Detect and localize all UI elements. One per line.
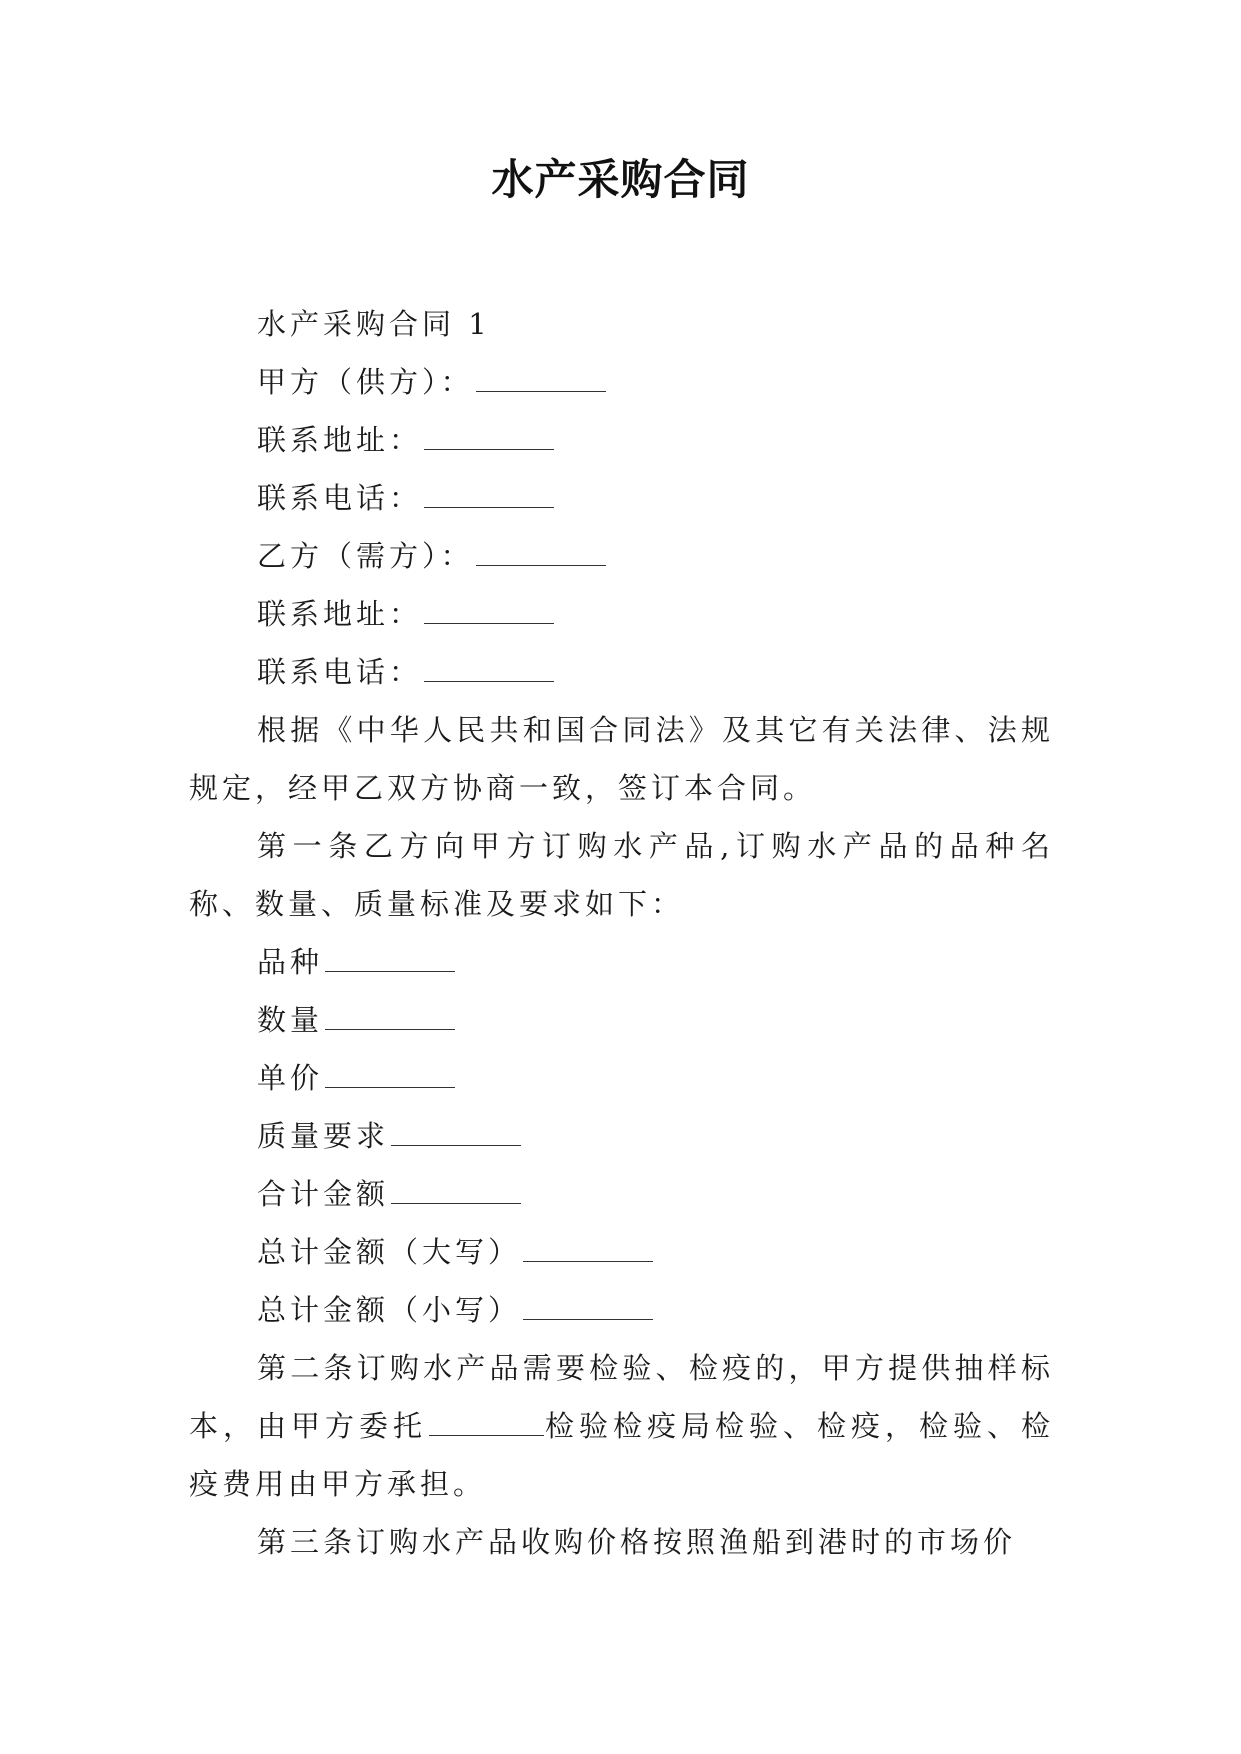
party-b-address-line (189, 585, 1054, 643)
item-total-lower-line (189, 1281, 1054, 1339)
party-a-phone-blank (424, 477, 554, 508)
article-1-paragraph: 第一条乙方向甲方订购水产品,订购水产品的品种名称、数量、质量标准及要求如下： (189, 829, 1054, 921)
item-quantity-blank (325, 999, 455, 1030)
party-a-label: 甲方（供方）： (257, 365, 474, 399)
item-quantity-line (189, 991, 1054, 1049)
item-subtotal-blank (391, 1173, 521, 1204)
party-a-blank (476, 361, 606, 392)
party-b-phone-line (189, 643, 1054, 701)
party-b-blank (476, 535, 606, 566)
item-total-lower-blank (523, 1289, 653, 1320)
item-total-upper-label: 总计金额（大写） (257, 1235, 522, 1269)
party-b-phone-blank (424, 651, 554, 682)
item-variety-label: 品种 (257, 945, 324, 979)
party-b-line (189, 527, 1054, 585)
preamble-paragraph: 根据《中华人民共和国合同法》及其它有关法律、法规规定，经甲乙双方协商一致，签订本合同。 (189, 713, 1054, 805)
party-a-phone-line (189, 469, 1054, 527)
item-quantity-label: 数量 (257, 1003, 324, 1037)
article-2-paragraph (189, 1339, 1054, 1513)
party-a-address-label: 联系地址： (257, 423, 423, 457)
party-a-address-blank (424, 419, 554, 450)
document-title: 水产采购合同 (491, 155, 750, 204)
party-b-address-label: 联系地址： (257, 597, 423, 631)
contract-subtitle: 水产采购合同 1 (257, 307, 491, 341)
item-quality-label: 质量要求 (257, 1119, 390, 1153)
item-subtotal-line (189, 1165, 1054, 1223)
item-total-lower-label: 总计金额（小写） (257, 1293, 522, 1327)
party-b-label: 乙方（需方）： (257, 539, 474, 573)
item-unit-price-blank (325, 1057, 455, 1088)
item-quality-blank (391, 1115, 521, 1146)
item-total-upper-line (189, 1223, 1054, 1281)
party-b-address-blank (424, 593, 554, 624)
inspection-bureau-blank (429, 1405, 544, 1436)
item-variety-line (189, 933, 1054, 991)
party-a-phone-label: 联系电话： (257, 481, 423, 515)
article-2-text-start: 第二条订购水产品需要检验、检疫的，甲方提供抽样标本，由甲方委托 (189, 1351, 1054, 1443)
party-a-address-line (189, 411, 1054, 469)
party-a-line (189, 353, 1054, 411)
item-variety-blank (325, 941, 455, 972)
item-unit-price-line (189, 1049, 1054, 1107)
item-subtotal-label: 合计金额 (257, 1177, 390, 1211)
item-quality-line (189, 1107, 1054, 1165)
document-body (189, 295, 1054, 1571)
article-3-paragraph: 第三条订购水产品收购价格按照渔船到港时的市场价 (257, 1525, 1017, 1559)
item-total-upper-blank (523, 1231, 653, 1262)
article-2-text-end: 检验检疫局检验、检疫，检验、检疫费用由甲方承担。 (189, 1409, 1054, 1501)
item-unit-price-label: 单价 (257, 1061, 324, 1095)
party-b-phone-label: 联系电话： (257, 655, 423, 689)
